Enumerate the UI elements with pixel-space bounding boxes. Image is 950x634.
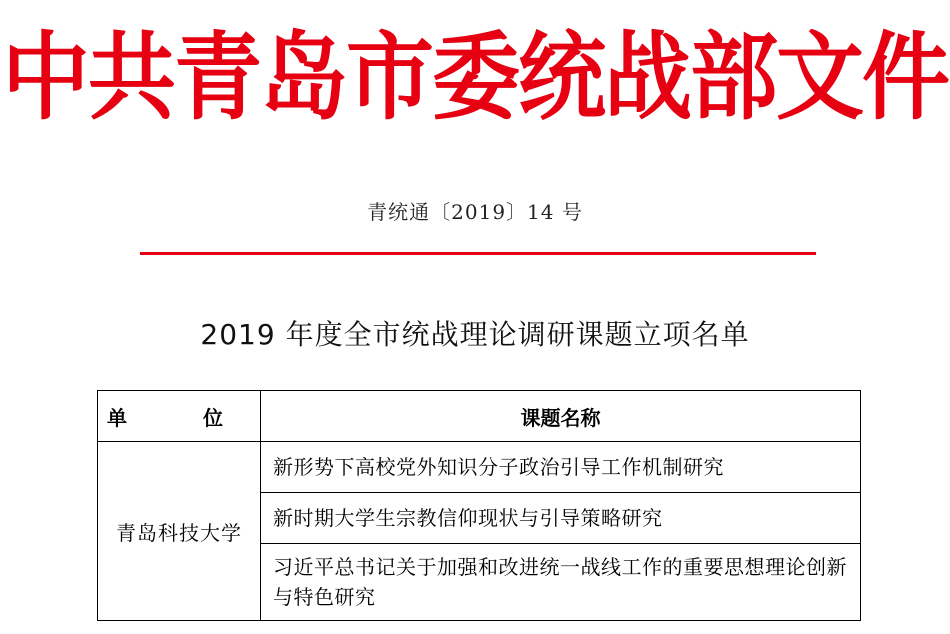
topic-cell: 新形势下高校党外知识分子政治引导工作机制研究 [261, 442, 861, 493]
table-row [98, 442, 861, 493]
topic-cell: 习近平总书记关于加强和改进统一战线工作的重要思想理论创新与特色研究 [261, 544, 861, 621]
column-header-unit: 单 位 [98, 391, 261, 442]
project-list-table [97, 390, 861, 621]
table-header-row [98, 391, 861, 442]
topic-cell: 新时期大学生宗教信仰现状与引导策略研究 [261, 493, 861, 544]
document-title: 2019 年度全市统战理论调研课题立项名单 [200, 318, 750, 351]
unit-cell: 青岛科技大学 [98, 442, 261, 621]
red-divider-line [140, 252, 816, 255]
column-header-topic: 课题名称 [261, 391, 861, 442]
document-number: 青统通〔2019〕14 号 [367, 200, 583, 224]
issuer-header-title: 中共青岛市委统战部文件 [1, 21, 948, 133]
